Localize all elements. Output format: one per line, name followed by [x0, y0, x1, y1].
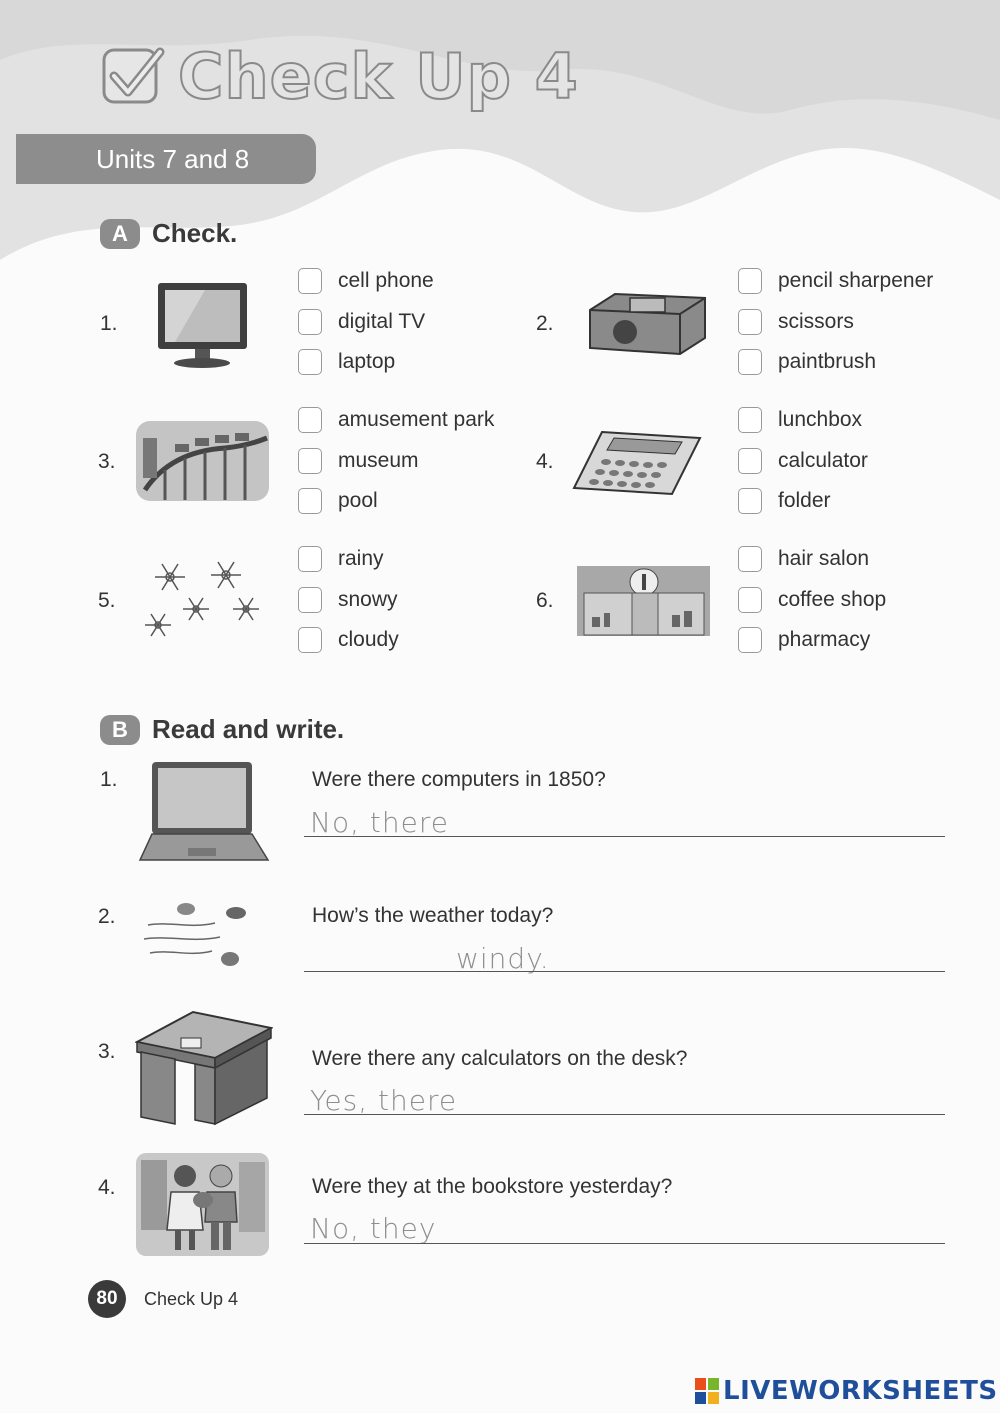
b-item-1-question: Were there computers in 1850?: [312, 768, 606, 791]
option-row[interactable]: [738, 580, 886, 621]
snowflakes-image: [140, 555, 270, 645]
pharmacy-image: [576, 565, 711, 637]
option-label: rainy: [338, 547, 384, 571]
b-item-1-answer[interactable]: No, there: [310, 806, 449, 839]
option-label: cell phone: [338, 269, 434, 293]
checkbox[interactable]: [738, 488, 762, 514]
liveworksheets-logo-icon: [695, 1378, 719, 1404]
a-item-6-options: [738, 539, 886, 661]
option-row[interactable]: [298, 580, 399, 621]
footer-label: Check Up 4: [144, 1288, 239, 1309]
option-label: folder: [778, 489, 831, 513]
windy-leaves-image: [140, 895, 260, 975]
option-label: digital TV: [338, 309, 426, 333]
b-item-3-number: 3.: [98, 1040, 116, 1063]
a-item-2-number: 2.: [536, 312, 554, 335]
option-row[interactable]: [738, 302, 933, 343]
checkbox[interactable]: [298, 587, 322, 613]
a-item-5-options: [298, 539, 399, 661]
option-row[interactable]: [298, 302, 434, 343]
checkbox[interactable]: [738, 309, 762, 335]
units-tab: Units 7 and 8: [16, 134, 316, 184]
option-label: cloudy: [338, 628, 399, 652]
checkbox[interactable]: [298, 627, 322, 653]
option-row[interactable]: [298, 481, 494, 522]
checkmark-icon: [100, 44, 166, 110]
checkbox[interactable]: [738, 448, 762, 474]
section-b-title: Read and write.: [152, 714, 345, 744]
option-label: pool: [338, 489, 378, 513]
b-item-4-answer-line: [304, 1243, 945, 1244]
b-item-2-question: How’s the weather today?: [312, 904, 554, 927]
digital-tv-image: [155, 280, 250, 370]
amusement-park-image: [135, 420, 270, 502]
section-a-heading: [100, 218, 237, 249]
option-label: calculator: [778, 448, 868, 472]
section-b-heading: [100, 714, 344, 745]
section-b-badge: B: [100, 715, 140, 745]
checkbox[interactable]: [738, 349, 762, 375]
option-label: pencil sharpener: [778, 269, 934, 293]
a-item-3-options: [298, 400, 494, 522]
checkbox[interactable]: [298, 488, 322, 514]
option-row[interactable]: [738, 400, 868, 441]
pencil-sharpener-image: [585, 288, 710, 358]
option-label: paintbrush: [778, 350, 877, 374]
checkbox[interactable]: [738, 268, 762, 294]
section-a-badge: A: [100, 219, 140, 249]
option-label: scissors: [778, 309, 854, 333]
option-row[interactable]: [738, 539, 886, 580]
section-a-title: Check.: [152, 218, 238, 248]
option-row[interactable]: [298, 400, 494, 441]
option-label: amusement park: [338, 408, 495, 432]
option-label: museum: [338, 448, 419, 472]
option-row[interactable]: [738, 620, 886, 661]
checkbox[interactable]: [738, 627, 762, 653]
a-item-1-number: 1.: [100, 312, 118, 335]
a-item-4-number: 4.: [536, 450, 554, 473]
calculator-image: [572, 428, 704, 498]
option-label: coffee shop: [778, 587, 887, 611]
checkbox[interactable]: [298, 349, 322, 375]
title-text: Check Up 4: [178, 40, 579, 113]
option-row[interactable]: [298, 261, 434, 302]
b-item-4-answer[interactable]: No, they: [310, 1212, 437, 1245]
page-footer: [88, 1280, 238, 1318]
page-number: 80: [88, 1280, 126, 1318]
b-item-3-question: Were there any calculators on the desk?: [312, 1047, 688, 1070]
option-label: pharmacy: [778, 628, 871, 652]
checkbox[interactable]: [738, 587, 762, 613]
liveworksheets-brand: [695, 1376, 998, 1406]
a-item-6-number: 6.: [536, 589, 554, 612]
option-row[interactable]: [738, 261, 933, 302]
option-row[interactable]: [298, 441, 494, 482]
bookstore-girls-image: [135, 1152, 270, 1257]
brand-name: LIVEWORKSHEETS: [723, 1376, 998, 1406]
option-row[interactable]: [738, 481, 868, 522]
option-row[interactable]: [738, 342, 933, 383]
b-item-3-answer[interactable]: Yes, there: [310, 1084, 458, 1117]
a-item-4-options: [738, 400, 868, 522]
option-label: laptop: [338, 350, 396, 374]
b-item-1-number: 1.: [100, 768, 118, 791]
b-item-4-number: 4.: [98, 1176, 116, 1199]
b-item-2-answer-line: [304, 971, 945, 972]
b-item-2-number: 2.: [98, 905, 116, 928]
a-item-5-number: 5.: [98, 589, 116, 612]
b-item-4-question: Were they at the bookstore yesterday?: [312, 1175, 673, 1198]
checkbox[interactable]: [298, 309, 322, 335]
option-row[interactable]: [298, 620, 399, 661]
laptop-image: [138, 760, 270, 865]
option-label: lunchbox: [778, 408, 863, 432]
desk-image: [135, 1008, 273, 1128]
option-label: snowy: [338, 587, 398, 611]
a-item-1-options: [298, 261, 434, 383]
b-item-3-answer-line: [304, 1114, 945, 1115]
checkbox[interactable]: [738, 407, 762, 433]
page-title: [100, 40, 579, 113]
checkbox[interactable]: [738, 546, 762, 572]
option-row[interactable]: [738, 441, 868, 482]
b-item-2-answer[interactable]: windy.: [456, 942, 550, 975]
checkbox[interactable]: [298, 546, 322, 572]
checkbox[interactable]: [298, 448, 322, 474]
option-label: hair salon: [778, 547, 870, 571]
checkbox[interactable]: [298, 268, 322, 294]
a-item-3-number: 3.: [98, 450, 116, 473]
checkbox[interactable]: [298, 407, 322, 433]
a-item-2-options: [738, 261, 933, 383]
option-row[interactable]: [298, 342, 434, 383]
option-row[interactable]: [298, 539, 399, 580]
b-item-1-answer-line: [304, 836, 945, 837]
